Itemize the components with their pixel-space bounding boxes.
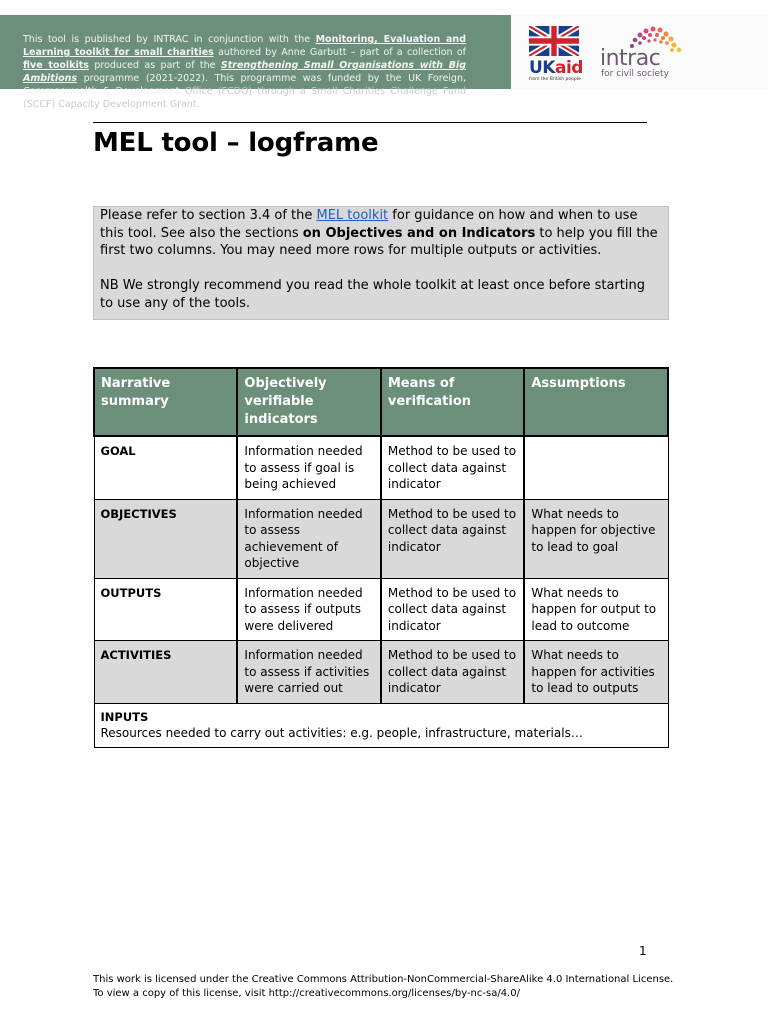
row-means: Method to be used to collect data against indicator [381, 436, 524, 499]
row-means: Method to be used to collect data against indicator [381, 499, 524, 578]
note-text-b: for guidance on how and when to use this tool. See also the sections [100, 208, 638, 241]
ukaid-logo [529, 26, 581, 82]
ukaid-aid: aid [554, 58, 583, 78]
row-indicator: Information needed to assess if goal is being achieved [237, 436, 380, 499]
header-narrative-summary: Narrative summary [94, 368, 237, 436]
row-means: Method to be used to collect data against indicator [381, 641, 524, 704]
table-row-outputs [94, 578, 668, 641]
row-indicator: Information needed to assess if outputs were delivered [237, 578, 380, 641]
inputs-cell [94, 703, 668, 747]
banner-text-overflow: Office (FCDO) through a Small Charities Challenge Fund (SCCF) Capacity Development Grant. [23, 86, 467, 110]
table-header-row [94, 368, 668, 436]
five-toolkits-link[interactable]: five toolkits [23, 60, 89, 71]
guidance-paragraph-2: NB We strongly recommend you read the whole toolkit at least once before starting to use any of the tools. [100, 278, 645, 311]
logframe-table [93, 367, 669, 748]
row-means: Method to be used to collect data against indicator [381, 578, 524, 641]
inputs-label: INPUTS [100, 709, 149, 724]
page-title: MEL tool – logframe [93, 128, 379, 158]
banner-text [23, 33, 466, 111]
intrac-wordmark: intrac [600, 46, 661, 71]
row-label: GOAL [94, 436, 237, 499]
row-assumption [524, 436, 668, 499]
header-means-of-verification: Means of verification [381, 368, 524, 436]
guidance-note [93, 206, 669, 320]
title-rule [93, 122, 647, 123]
license-footer [93, 973, 673, 1001]
row-indicator: Information needed to assess if activities were carried out [237, 641, 380, 704]
ukaid-wordmark [529, 60, 581, 77]
row-assumption: What needs to happen for objective to lead to goal [524, 499, 668, 578]
row-label: OBJECTIVES [94, 499, 237, 578]
note-text-a: Please refer to section 3.4 of the [100, 208, 317, 223]
row-indicator: Information needed to assess achievement of objective [237, 499, 380, 578]
page-number: 1 [639, 944, 647, 958]
header-assumptions: Assumptions [524, 368, 668, 436]
table-row-goal [94, 436, 668, 499]
mel-toolkit-link[interactable]: Monitoring, Evaluation and Learning toolkit for small charities [23, 34, 466, 58]
ukaid-uk: UK [529, 58, 555, 78]
guidance-paragraph-1 [100, 207, 662, 260]
banner-text-3: produced as part of the [88, 60, 221, 71]
intrac-logo [600, 26, 690, 82]
table-row-inputs [94, 703, 668, 747]
ukaid-tagline: from the British people [529, 77, 581, 82]
banner-text-4: programme (2021-2022). This programme was funded by the UK Foreign, Commonwealth & Development [23, 73, 466, 97]
license-line-1: This work is licensed under the Creative Commons Attribution-NonCommercial-ShareAlike 4.0 International License. [93, 974, 674, 985]
row-label: ACTIVITIES [94, 641, 237, 704]
banner-text-2: authored by Anne Garbutt – part of a collection of [213, 47, 466, 58]
mel-toolkit-link-inline[interactable]: MEL toolkit [316, 208, 389, 223]
intrac-tagline: for civil society [601, 69, 669, 79]
inputs-text: Resources needed to carry out activities: e.g. people, infrastructure, materials… [100, 726, 583, 740]
table-row-objectives [94, 499, 668, 578]
banner-text-1: This tool is published by INTRAC in conjunction with the [23, 34, 316, 45]
header-indicators: Objectively verifiable indicators [237, 368, 380, 436]
license-line-2[interactable]: To view a copy of this license, visit http://creativecommons.org/licenses/by-nc-sa/4.0/ [93, 988, 520, 999]
note-bold-sections: on Objectives and on Indicators [302, 225, 536, 241]
note-text-c: to help you fill the first two columns. You may need more rows for multiple outputs or activities. [100, 225, 658, 258]
table-row-activities [94, 641, 668, 704]
union-jack-icon [529, 26, 579, 56]
row-label: OUTPUTS [94, 578, 237, 641]
row-assumption: What needs to happen for activities to lead to outputs [524, 641, 668, 704]
row-assumption: What needs to happen for output to lead to outcome [524, 578, 668, 641]
programme-link[interactable]: Strengthening Small Organisations with Big Ambitions [23, 60, 467, 84]
